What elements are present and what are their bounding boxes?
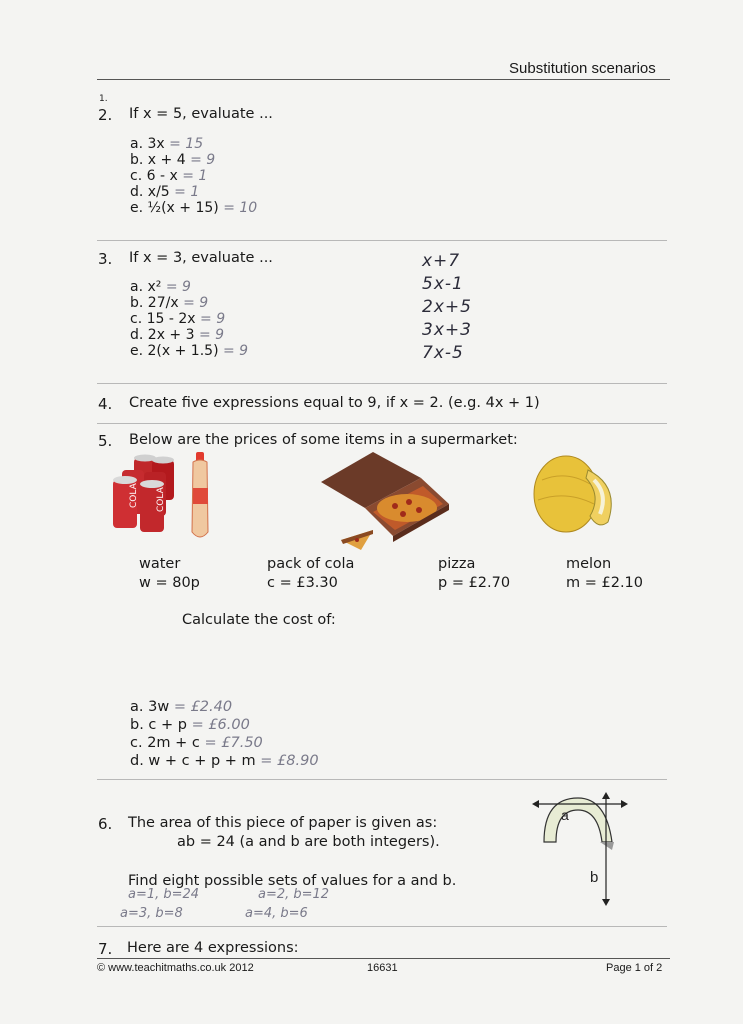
q6-answer: a=3, b=8 xyxy=(120,906,183,921)
q7-number: 7. xyxy=(98,940,113,958)
q3-item-d: d. 2x + 3 = 9 xyxy=(130,327,225,343)
q3-answer-a: = 9 xyxy=(165,279,191,295)
product-name: water xyxy=(139,556,181,572)
footer-doc-number: 16631 xyxy=(367,962,398,974)
divider-q4 xyxy=(97,423,667,424)
paper-diagram xyxy=(530,790,640,910)
q2-item-b: b. x + 4 = 9 xyxy=(130,152,216,168)
q2-item-d: d. x/5 = 1 xyxy=(130,184,200,200)
q1-mark: 1. xyxy=(99,94,108,104)
product-name: pack of cola xyxy=(267,556,355,572)
product-water xyxy=(139,555,200,593)
q4-number: 4. xyxy=(98,395,113,413)
pizza-box-icon xyxy=(321,452,449,542)
q5-item-b: b. c + p = £6.00 xyxy=(130,717,250,733)
q6-answer: a=4, b=6 xyxy=(245,906,308,921)
product-melon xyxy=(566,555,643,593)
divider-q6 xyxy=(97,926,667,927)
divider-q2 xyxy=(97,240,667,241)
product-price: w = 80p xyxy=(139,575,200,591)
q5-item-c: c. 2m + c = £7.50 xyxy=(130,735,263,751)
product-cola xyxy=(267,555,354,593)
divider-q3 xyxy=(97,383,667,384)
q2-item-e: e. ½(x + 15) = 10 xyxy=(130,200,258,216)
q7-prompt: Here are 4 expressions: xyxy=(127,940,299,956)
q5-answer-d: = £8.90 xyxy=(260,753,319,769)
page-title: Substitution scenarios xyxy=(509,60,656,77)
pizza-image xyxy=(315,452,455,554)
footer-page-number: Page 1 of 2 xyxy=(606,962,663,974)
product-pizza xyxy=(438,555,510,593)
label-b: b xyxy=(590,869,599,886)
footer-rule xyxy=(97,958,670,959)
label-a: a xyxy=(561,807,569,823)
q3-prompt: If x = 3, evaluate ... xyxy=(129,250,273,266)
q2-item-c: c. 6 - x = 1 xyxy=(130,168,208,184)
q3-answer-d: = 9 xyxy=(198,327,225,343)
q6-answer: a=2, b=12 xyxy=(258,887,330,902)
q2-answer-c: = 1 xyxy=(182,168,208,184)
q4-prompt: Create five expressions equal to 9, if x = 2. (e.g. 4x + 1) xyxy=(129,395,540,411)
q5-number: 5. xyxy=(98,432,113,450)
q2-answer-b: = 9 xyxy=(190,152,216,168)
q3-item-c: c. 15 - 2x = 9 xyxy=(130,311,226,327)
cola-can-label: COLA xyxy=(156,487,166,512)
cola-cans-icon xyxy=(113,455,174,533)
handwritten-expression: 2x+5 xyxy=(422,297,472,317)
q6-line3: Find eight possible sets of values for a and b. xyxy=(128,873,457,889)
header-rule xyxy=(97,79,670,80)
cola-and-water-image xyxy=(108,448,226,546)
q6-line2: ab = 24 (a and b are both integers). xyxy=(177,834,440,850)
handwritten-expression: 3x+3 xyxy=(422,320,472,340)
product-price: m = £2.10 xyxy=(566,575,644,591)
product-price: c = £3.30 xyxy=(267,575,338,591)
q2-answer-a: = 15 xyxy=(169,136,204,152)
q2-prompt: If x = 5, evaluate ... xyxy=(129,106,273,122)
q3-handwritten-expressions xyxy=(422,250,472,365)
handwritten-expression: 7x-5 xyxy=(422,343,464,363)
q2-answer-e: = 10 xyxy=(223,200,258,216)
q3-item-e: e. 2(x + 1.5) = 9 xyxy=(130,343,249,359)
melon-icon xyxy=(534,456,611,532)
handwritten-expression: 5x-1 xyxy=(422,274,464,294)
q5-answer-a: = £2.40 xyxy=(173,699,233,715)
cola-can-label: COLA xyxy=(129,483,139,508)
product-name: pizza xyxy=(438,556,476,572)
melon-image xyxy=(528,450,623,536)
water-bottle-icon xyxy=(192,452,208,537)
product-name: melon xyxy=(566,556,612,572)
q5-prompt: Below are the prices of some items in a supermarket: xyxy=(129,432,518,448)
q2-answer-d: = 1 xyxy=(174,184,200,200)
q3-answer-c: = 9 xyxy=(200,311,226,327)
q5-items xyxy=(130,698,319,770)
q5-item-d: d. w + c + p + m = £8.90 xyxy=(130,753,319,769)
q3-item-a: a. x² = 9 xyxy=(130,279,191,295)
q5-answer-b: = £6.00 xyxy=(191,717,250,733)
q6-answer: a=1, b=24 xyxy=(128,887,200,902)
q5-answer-c: = £7.50 xyxy=(204,735,263,751)
curled-paper-icon xyxy=(544,798,614,850)
q2-number: 2. xyxy=(98,106,113,124)
product-price: p = £2.70 xyxy=(438,575,511,591)
q3-number: 3. xyxy=(98,250,113,268)
height-arrow-icon xyxy=(602,792,610,906)
q5-calc-prompt: Calculate the cost of: xyxy=(182,612,336,628)
q3-items xyxy=(130,279,248,359)
footer-copyright: © www.teachitmaths.co.uk 2012 xyxy=(97,962,254,974)
q6-line1: The area of this piece of paper is given as: xyxy=(128,815,438,831)
divider-q5 xyxy=(97,779,667,780)
q3-answer-e: = 9 xyxy=(222,343,249,359)
q3-answer-b: = 9 xyxy=(183,295,209,311)
q5-item-a: a. 3w = £2.40 xyxy=(130,699,233,715)
q3-item-b: b. 27/x = 9 xyxy=(130,295,209,311)
q2-item-a: a. 3x = 15 xyxy=(130,136,204,152)
pizza-slice-icon xyxy=(341,530,373,550)
q6-number: 6. xyxy=(98,815,113,833)
handwritten-expression: x+7 xyxy=(422,251,461,271)
q2-items xyxy=(130,136,257,216)
